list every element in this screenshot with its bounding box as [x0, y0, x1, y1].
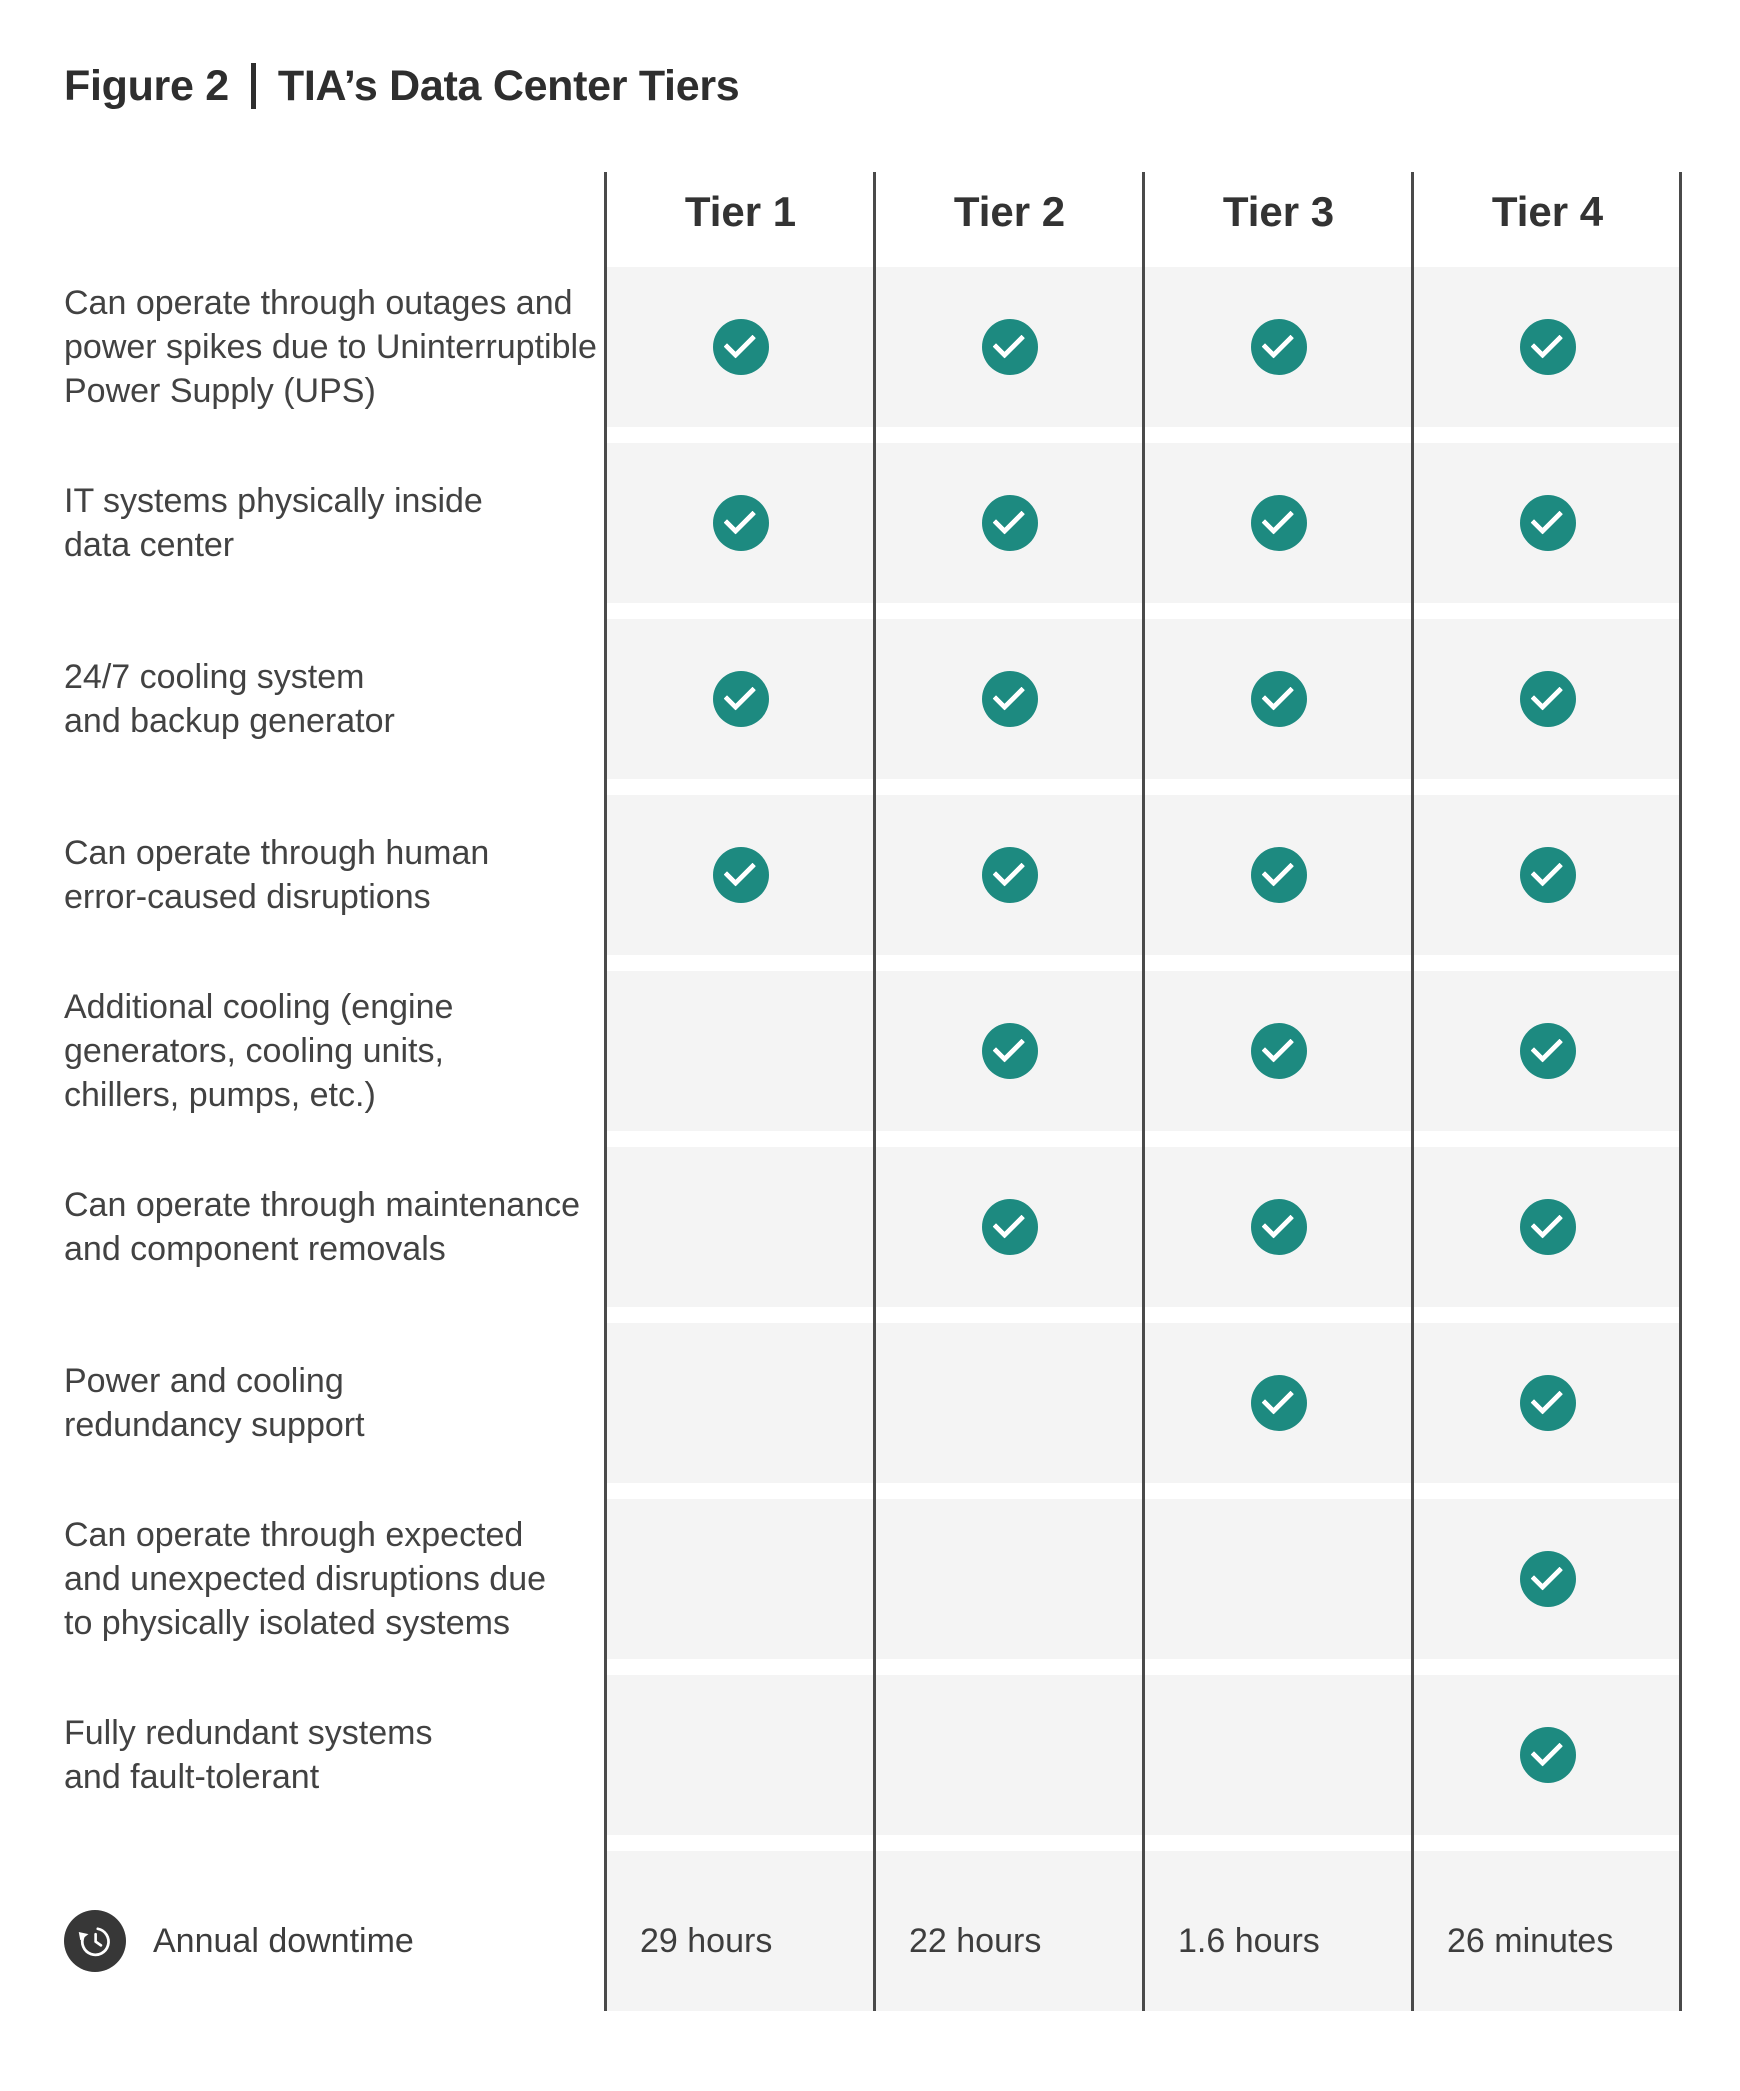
cell-row6-tier3: [1144, 1147, 1413, 1307]
check-icon: [982, 671, 1038, 727]
feature-label-line: chillers, pumps, etc.): [64, 1076, 376, 1114]
cell-row2-tier2: [875, 443, 1144, 603]
cell-row1-tier3: [1144, 267, 1413, 427]
check-icon: [1251, 1199, 1307, 1255]
cell-row5-tier4: [1413, 971, 1682, 1131]
feature-label: [64, 795, 606, 955]
downtime-value-tier2: 22 hours: [875, 1851, 1144, 2011]
feature-label-line: data center: [64, 526, 235, 564]
check-icon: [982, 847, 1038, 903]
figure-number: Figure 2: [64, 61, 229, 110]
check-icon: [1251, 1023, 1307, 1079]
column-header-tier2: Tier 2: [953, 187, 1066, 235]
check-icon: [713, 847, 769, 903]
feature-label-line: redundancy support: [64, 1406, 365, 1444]
check-icon: [713, 671, 769, 727]
cell-row4-tier4: [1413, 795, 1682, 955]
feature-label: [64, 1499, 606, 1659]
check-icon: [1520, 1551, 1576, 1607]
column-divider: [604, 172, 607, 2011]
annual-downtime-text: Annual downtime: [153, 1921, 414, 1960]
title-separator: [251, 63, 256, 109]
column-divider: [1679, 172, 1682, 2011]
feature-label: [64, 619, 606, 779]
feature-label: [64, 1323, 606, 1483]
figure-title: [64, 58, 739, 114]
cell-row2-tier3: [1144, 443, 1413, 603]
feature-label-line: and component removals: [64, 1230, 446, 1268]
feature-label-line: IT systems physically inside: [64, 482, 483, 520]
check-icon: [713, 319, 769, 375]
cell-row7-tier3: [1144, 1323, 1413, 1483]
check-icon: [1520, 847, 1576, 903]
cell-row7-tier1: [606, 1323, 875, 1483]
cell-row2-tier1: [606, 443, 875, 603]
check-icon: [713, 495, 769, 551]
feature-label-line: Power and cooling: [64, 1362, 344, 1400]
feature-label-line: and fault-tolerant: [64, 1758, 320, 1796]
figure-name: TIA’s Data Center Tiers: [277, 61, 740, 110]
cell-row5-tier1: [606, 971, 875, 1131]
cell-row6-tier2: [875, 1147, 1144, 1307]
feature-label-line: to physically isolated systems: [64, 1604, 510, 1642]
cell-row2-tier4: [1413, 443, 1682, 603]
feature-label-line: error-caused disruptions: [64, 878, 431, 916]
cell-row8-tier2: [875, 1499, 1144, 1659]
cell-row9-tier2: [875, 1675, 1144, 1835]
feature-label-line: generators, cooling units,: [64, 1032, 444, 1070]
annual-downtime-label: [64, 1851, 606, 2011]
check-icon: [1520, 319, 1576, 375]
feature-label-line: Power Supply (UPS): [64, 372, 376, 410]
check-icon: [1520, 671, 1576, 727]
feature-label-line: power spikes due to Uninterruptible: [64, 328, 597, 366]
feature-label-line: and unexpected disruptions due: [64, 1560, 547, 1598]
cell-row7-tier2: [875, 1323, 1144, 1483]
feature-label-line: 24/7 cooling system: [64, 658, 365, 696]
cell-row1-tier2: [875, 267, 1144, 427]
history-clock-icon: [64, 1910, 126, 1972]
check-icon: [1520, 1375, 1576, 1431]
cell-row8-tier1: [606, 1499, 875, 1659]
cell-row9-tier3: [1144, 1675, 1413, 1835]
cell-row9-tier4: [1413, 1675, 1682, 1835]
downtime-value-tier1: 29 hours: [606, 1851, 875, 2011]
cell-row8-tier4: [1413, 1499, 1682, 1659]
column-header-tier1: Tier 1: [684, 187, 797, 235]
cell-row4-tier1: [606, 795, 875, 955]
cell-row9-tier1: [606, 1675, 875, 1835]
check-icon: [1251, 319, 1307, 375]
check-icon: [982, 1199, 1038, 1255]
feature-label-line: and backup generator: [64, 702, 395, 740]
cell-row3-tier2: [875, 619, 1144, 779]
downtime-value-tier4: 26 minutes: [1413, 1851, 1682, 2011]
column-divider: [873, 172, 876, 2011]
downtime-value-tier3: 1.6 hours: [1144, 1851, 1413, 2011]
feature-label-line: Additional cooling (engine: [64, 988, 454, 1026]
check-icon: [982, 1023, 1038, 1079]
cell-row5-tier3: [1144, 971, 1413, 1131]
check-icon: [1251, 671, 1307, 727]
check-icon: [982, 495, 1038, 551]
cell-row7-tier4: [1413, 1323, 1682, 1483]
cell-row5-tier2: [875, 971, 1144, 1131]
column-divider: [1142, 172, 1145, 2011]
feature-label: [64, 443, 606, 603]
check-icon: [1251, 1375, 1307, 1431]
check-icon: [1520, 1727, 1576, 1783]
feature-label-line: Fully redundant systems: [64, 1714, 433, 1752]
check-icon: [1520, 495, 1576, 551]
feature-label: [64, 1147, 606, 1307]
feature-label-line: Can operate through outages and: [64, 284, 573, 322]
cell-row6-tier4: [1413, 1147, 1682, 1307]
cell-row4-tier3: [1144, 795, 1413, 955]
feature-label-line: Can operate through maintenance: [64, 1186, 581, 1224]
feature-label-line: Can operate through human: [64, 834, 490, 872]
check-icon: [982, 319, 1038, 375]
check-icon: [1520, 1023, 1576, 1079]
cell-row3-tier1: [606, 619, 875, 779]
tier-comparison-table: [64, 172, 1682, 2011]
cell-row6-tier1: [606, 1147, 875, 1307]
feature-label: [64, 1675, 606, 1835]
check-icon: [1251, 847, 1307, 903]
column-header-tier3: Tier 3: [1222, 187, 1335, 235]
column-divider: [1411, 172, 1414, 2011]
feature-label-line: Can operate through expected: [64, 1516, 524, 1554]
column-header-tier4: Tier 4: [1491, 187, 1604, 235]
feature-label: [64, 971, 606, 1131]
check-icon: [1520, 1199, 1576, 1255]
cell-row1-tier1: [606, 267, 875, 427]
cell-row1-tier4: [1413, 267, 1682, 427]
cell-row8-tier3: [1144, 1499, 1413, 1659]
cell-row4-tier2: [875, 795, 1144, 955]
cell-row3-tier4: [1413, 619, 1682, 779]
feature-label: [64, 267, 606, 427]
check-icon: [1251, 495, 1307, 551]
cell-row3-tier3: [1144, 619, 1413, 779]
